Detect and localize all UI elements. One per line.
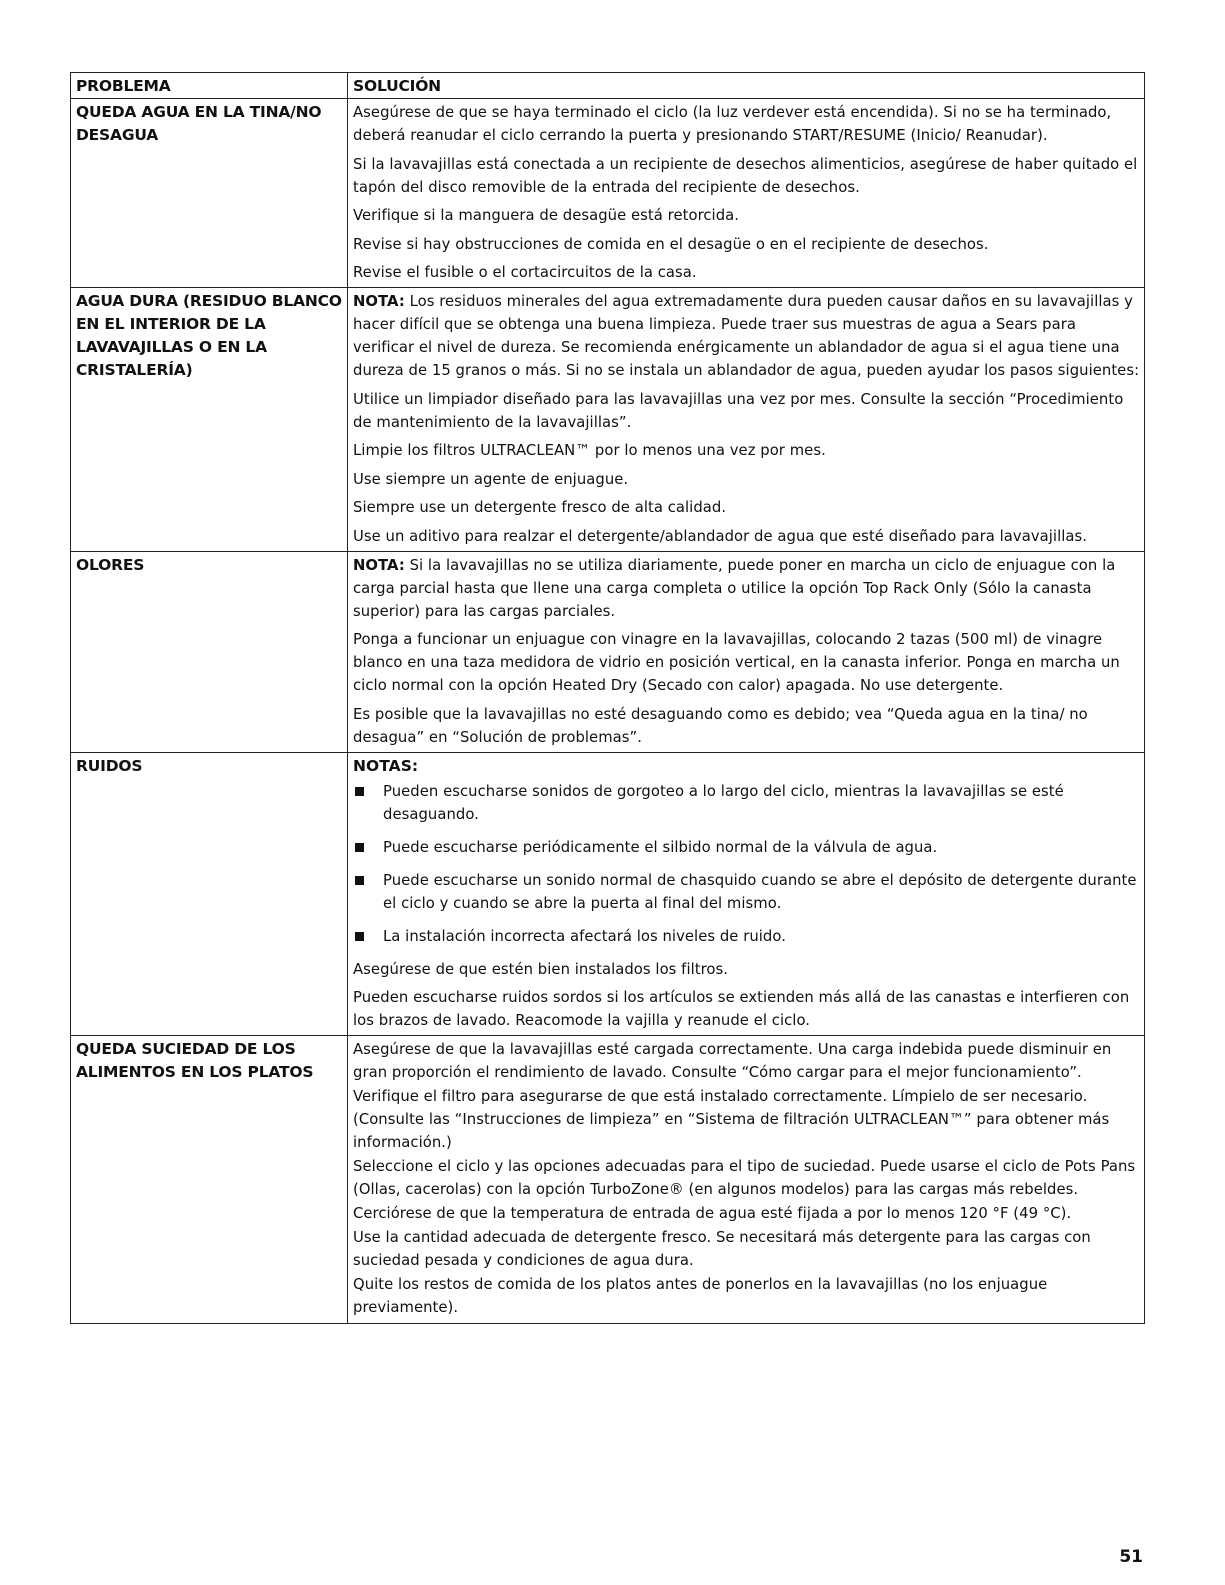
solution-cell	[348, 1036, 1145, 1324]
table-row	[71, 1036, 1145, 1324]
square-bullet-icon	[355, 787, 364, 796]
bullet-text: La instalación incorrecta afectará los niveles de ruido.	[383, 927, 786, 945]
solution-text: Siempre use un detergente fresco de alta calidad.	[353, 499, 727, 516]
problem-cell: OLORES	[71, 551, 348, 752]
square-bullet-icon	[355, 843, 364, 852]
square-bullet-icon	[355, 876, 364, 885]
problem-cell: QUEDA SUCIEDAD DE LOS ALIMENTOS EN LOS PLATOS	[71, 1036, 348, 1324]
table-row	[71, 99, 1145, 288]
bullet-text: Pueden escucharse sonidos de gorgoteo a lo largo del ciclo, mientras la lavavajillas se esté desaguando.	[383, 782, 1064, 823]
note-text: Los residuos minerales del agua extremadamente dura pueden causar daños en su lavavajillas y hacer difícil que se obtenga una buena limpieza. Puede traer sus muestras de agua a Sears para verificar el nivel de dureza. Se recomienda enérgicamente un ablandador de agua si el agua tiene una dureza de 15 granos o más. Si no se instala un ablandador de agua, pueden ayudar los pasos siguientes:	[353, 293, 1140, 379]
solution-cell	[348, 99, 1145, 288]
solution-text: Cerciórese de que la temperatura de entrada de agua esté fijada a por lo menos 120 °F (49 °C).	[353, 1205, 1072, 1222]
solution-text: Es posible que la lavavajillas no esté desaguando como es debido; vea “Queda agua en la tina/ no desagua” en “Solución de problemas”.	[353, 705, 1088, 746]
note-label: NOTA:	[353, 556, 405, 574]
table-row	[71, 551, 1145, 752]
note-paragraph	[353, 554, 1140, 623]
troubleshooting-table	[70, 72, 1145, 1324]
solution-text: Use la cantidad adecuada de detergente fresco. Se necesitará más detergente para las cargas con suciedad pesada y condiciones de agua dura.	[353, 1229, 1091, 1269]
problem-cell: AGUA DURA (RESIDUO BLANCO EN EL INTERIOR DE LA LAVAVAJILLAS O EN LA CRISTALERÍA)	[71, 288, 348, 552]
table-row	[71, 288, 1145, 552]
solution-text: Revise si hay obstrucciones de comida en el desagüe o en el recipiente de desechos.	[353, 235, 989, 253]
bullet-item	[353, 836, 1140, 859]
solution-text: Pueden escucharse ruidos sordos si los artículos se extienden más allá de las canastas e interfieren con los brazos de lavado. Reacomode la vajilla y reanude el ciclo.	[353, 989, 1130, 1029]
solution-text: Limpie los filtros ULTRACLEAN™ por lo menos una vez por mes.	[353, 442, 826, 459]
bullet-text: Puede escucharse periódicamente el silbido normal de la válvula de agua.	[383, 838, 938, 856]
header-solution: SOLUCIÓN	[348, 73, 1145, 99]
notes-label: NOTAS:	[353, 756, 419, 775]
solution-text: Asegúrese de que estén bien instalados los filtros.	[353, 960, 729, 978]
bullet-item	[353, 780, 1140, 826]
page-number: 51	[1119, 1547, 1143, 1567]
table-row	[71, 752, 1145, 1036]
header-problem: PROBLEMA	[71, 73, 348, 99]
problem-cell: QUEDA AGUA EN LA TINA/NO DESAGUA	[71, 99, 348, 288]
problem-cell: RUIDOS	[71, 752, 348, 1036]
note-text: Si la lavavajillas no se utiliza diariamente, puede poner en marcha un ciclo de enjuague con la carga parcial hasta que llene una carga completa o utilice la opción Top Rack Only (Sólo la canasta superior) para las cargas parciales.	[353, 556, 1116, 620]
note-label: NOTA:	[353, 293, 405, 310]
solution-text: Asegúrese de que se haya terminado el ciclo (la luz verdever está encendida). Si no se ha terminado, deberá reanudar el ciclo cerrando la puerta y presionando START/RESUME (Inicio/ Reanudar).	[353, 104, 1112, 144]
note-paragraph	[353, 290, 1140, 382]
bullet-item	[353, 925, 1140, 948]
table-header-row	[71, 73, 1145, 99]
solution-cell	[348, 288, 1145, 552]
solution-text: Seleccione el ciclo y las opciones adecuadas para el tipo de suciedad. Puede usarse el ciclo de Pots Pans (Ollas, cacerolas) con la opción TurboZone® (en algunos modelos) para las cargas más rebeldes.	[353, 1158, 1136, 1198]
solution-text: Utilice un limpiador diseñado para las lavavajillas una vez por mes. Consulte la sección “Procedimiento de mantenimiento de la lavavajillas”.	[353, 390, 1124, 431]
solution-text: Use un aditivo para realzar el detergente/ablandador de agua que esté diseñado para lavavajillas.	[353, 527, 1088, 545]
solution-text: Use siempre un agente de enjuague.	[353, 470, 629, 488]
solution-text: Verifique si la manguera de desagüe está retorcida.	[353, 207, 740, 224]
solution-cell	[348, 752, 1145, 1036]
square-bullet-icon	[355, 932, 364, 941]
solution-text: Ponga a funcionar un enjuague con vinagre en la lavavajillas, colocando 2 tazas (500 ml) de vinagre blanco en una taza medidora de vidrio en posición vertical, en la canasta inferior. Ponga en marcha un ciclo normal con la opción Heated Dry (Secado con calor) apagada. No use detergente.	[353, 631, 1120, 694]
solution-text: Si la lavavajillas está conectada a un recipiente de desechos alimenticios, asegúrese de haber quitado el tapón del disco removible de la entrada del recipiente de desechos.	[353, 155, 1138, 196]
solution-text: Asegúrese de que la lavavajillas esté cargada correctamente. Una carga indebida puede disminuir en gran proporción el rendimiento de lavado. Consulte “Cómo cargar para el mejor funcionamiento”.	[353, 1041, 1112, 1081]
solution-text: Revise el fusible o el cortacircuitos de la casa.	[353, 264, 697, 281]
solution-text: Quite los restos de comida de los platos antes de ponerlos en la lavavajillas (no los enjuague previamente).	[353, 1276, 1048, 1316]
solution-text: Verifique el filtro para asegurarse de que está instalado correctamente. Límpielo de ser necesario. (Consulte las “Instrucciones de limpieza” en “Sistema de filtración ULTRACLEAN™” para obtener más información.)	[353, 1088, 1110, 1151]
solution-cell	[348, 551, 1145, 752]
bullet-item	[353, 869, 1140, 915]
bullet-text: Puede escucharse un sonido normal de chasquido cuando se abre el depósito de detergente durante el ciclo y cuando se abre la puerta al final del mismo.	[383, 871, 1137, 912]
